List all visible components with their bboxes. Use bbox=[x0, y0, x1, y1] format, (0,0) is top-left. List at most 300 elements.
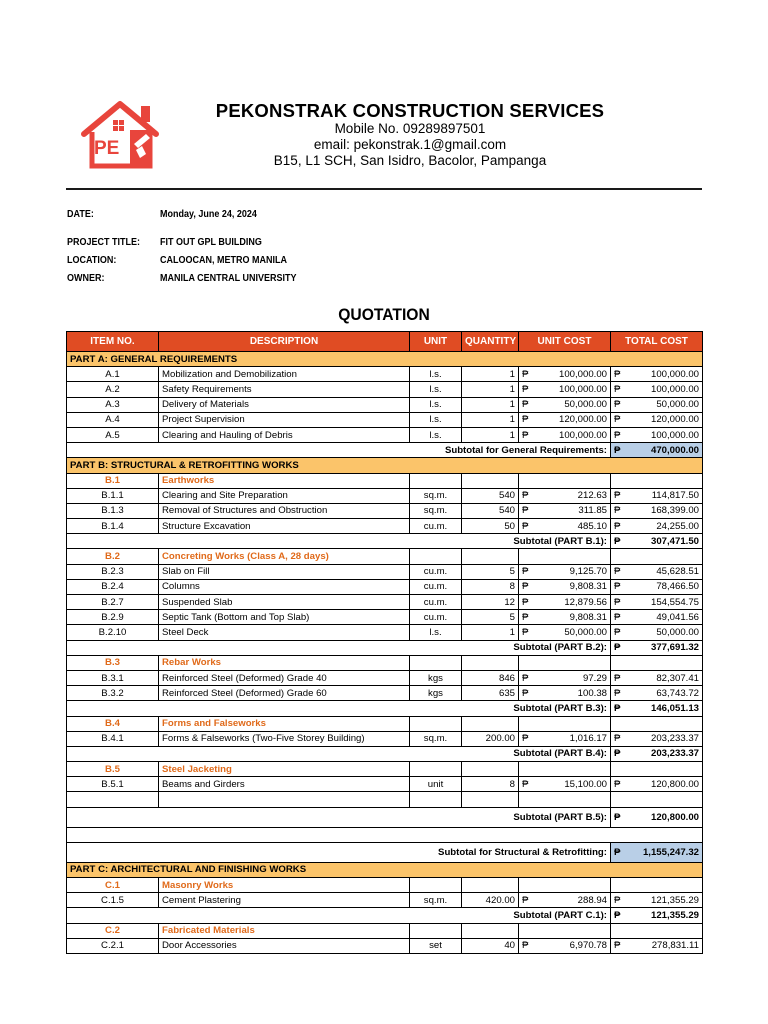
item-no: B.1.4 bbox=[67, 519, 159, 534]
currency-symbol: ₱ bbox=[614, 909, 621, 921]
company-logo bbox=[80, 100, 170, 170]
section-no: B.1 bbox=[67, 473, 159, 488]
currency-symbol: ₱ bbox=[522, 611, 529, 623]
currency-symbol: ₱ bbox=[522, 626, 529, 638]
section-title: Forms and Falseworks bbox=[159, 716, 410, 731]
subtotal-row bbox=[67, 640, 703, 655]
part-header-row bbox=[67, 862, 703, 877]
item-total-cost bbox=[611, 367, 703, 382]
item-no: B.1.1 bbox=[67, 488, 159, 503]
empty-cell bbox=[519, 549, 611, 564]
document-title: QUOTATION bbox=[338, 305, 430, 324]
subtotal-value: 377,691.32 bbox=[650, 642, 699, 654]
subtotal-label: Subtotal (PART B.5): bbox=[67, 807, 611, 827]
item-unit: sq.m. bbox=[410, 488, 462, 503]
section-row bbox=[67, 549, 703, 564]
currency-symbol: ₱ bbox=[522, 505, 529, 517]
currency-symbol: ₱ bbox=[614, 687, 621, 699]
item-total-cost bbox=[611, 670, 703, 685]
subtotal-label: Subtotal (PART C.1): bbox=[67, 908, 611, 923]
item-description: Project Supervision bbox=[159, 412, 410, 427]
empty-cell bbox=[462, 923, 519, 938]
total-cost-value: 45,628.51 bbox=[656, 566, 699, 578]
subtotal-value-cell bbox=[611, 640, 703, 655]
subtotal-value-cell bbox=[611, 534, 703, 549]
col-header-unit: UNIT bbox=[410, 332, 462, 352]
empty-row bbox=[67, 827, 703, 842]
empty-cell bbox=[410, 549, 462, 564]
unit-cost-value: 485.10 bbox=[577, 520, 607, 532]
unit-cost-value: 9,808.31 bbox=[569, 581, 607, 593]
unit-cost-value: 50,000.00 bbox=[564, 626, 607, 638]
item-quantity: 12 bbox=[462, 595, 519, 610]
total-cost-value: 121,355.29 bbox=[650, 894, 699, 906]
item-no: B.2.7 bbox=[67, 595, 159, 610]
item-unit-cost bbox=[519, 488, 611, 503]
section-no: B.3 bbox=[67, 655, 159, 670]
subtotal-value-cell bbox=[611, 746, 703, 761]
col-header-unit-cost: UNIT COST bbox=[519, 332, 611, 352]
empty-cell bbox=[67, 792, 159, 807]
total-cost-value: 100,000.00 bbox=[650, 368, 699, 380]
item-unit: cu.m. bbox=[410, 564, 462, 579]
subtotal-value: 307,471.50 bbox=[650, 535, 699, 547]
item-total-cost bbox=[611, 686, 703, 701]
empty-cell bbox=[410, 655, 462, 670]
currency-symbol: ₱ bbox=[522, 778, 529, 790]
currency-symbol: ₱ bbox=[522, 383, 529, 395]
item-no: B.2.9 bbox=[67, 610, 159, 625]
location-value: CALOOCAN, METRO MANILA bbox=[160, 255, 287, 266]
item-unit-cost bbox=[519, 503, 611, 518]
unit-cost-value: 12,879.56 bbox=[564, 596, 607, 608]
subtotal-label: Subtotal for General Requirements: bbox=[67, 443, 611, 458]
section-no: B.2 bbox=[67, 549, 159, 564]
item-unit: l.s. bbox=[410, 412, 462, 427]
item-description: Slab on Fill bbox=[159, 564, 410, 579]
item-no: A.3 bbox=[67, 397, 159, 412]
item-total-cost bbox=[611, 412, 703, 427]
item-quantity: 8 bbox=[462, 579, 519, 594]
empty-cell bbox=[410, 762, 462, 777]
table-row bbox=[67, 610, 703, 625]
item-unit-cost bbox=[519, 367, 611, 382]
item-unit: sq.m. bbox=[410, 731, 462, 746]
date-label: DATE: bbox=[67, 209, 94, 220]
subtotal-row bbox=[67, 701, 703, 716]
currency-symbol: ₱ bbox=[522, 596, 529, 608]
col-header-description: DESCRIPTION bbox=[159, 332, 410, 352]
section-row bbox=[67, 473, 703, 488]
empty-cell bbox=[519, 762, 611, 777]
table-row bbox=[67, 367, 703, 382]
currency-symbol: ₱ bbox=[614, 444, 621, 456]
empty-cell bbox=[519, 923, 611, 938]
currency-symbol: ₱ bbox=[522, 490, 529, 502]
total-cost-value: 203,233.37 bbox=[650, 733, 699, 745]
empty-cell bbox=[159, 792, 410, 807]
item-quantity: 50 bbox=[462, 519, 519, 534]
owner-value: MANILA CENTRAL UNIVERSITY bbox=[160, 273, 297, 284]
subtotal-value-cell bbox=[611, 807, 703, 827]
item-description: Reinforced Steel (Deformed) Grade 60 bbox=[159, 686, 410, 701]
unit-cost-value: 100,000.00 bbox=[558, 383, 607, 395]
item-description: Door Accessories bbox=[159, 938, 410, 953]
part-b-subtotal-label: Subtotal for Structural & Retrofitting: bbox=[67, 842, 611, 862]
part-header-row bbox=[67, 352, 703, 367]
item-unit-cost bbox=[519, 519, 611, 534]
section-row bbox=[67, 878, 703, 893]
item-quantity: 8 bbox=[462, 777, 519, 792]
unit-cost-value: 100.38 bbox=[577, 687, 607, 699]
currency-symbol: ₱ bbox=[614, 596, 621, 608]
item-no: C.2.1 bbox=[67, 938, 159, 953]
section-no: B.4 bbox=[67, 716, 159, 731]
item-unit-cost bbox=[519, 427, 611, 442]
table-row bbox=[67, 397, 703, 412]
currency-symbol: ₱ bbox=[522, 429, 529, 441]
empty-cell bbox=[611, 923, 703, 938]
currency-symbol: ₱ bbox=[614, 894, 621, 906]
part-b-title: PART B: STRUCTURAL & RETROFITTING WORKS bbox=[67, 458, 703, 473]
item-quantity: 1 bbox=[462, 382, 519, 397]
subtotal-value: 146,051.13 bbox=[650, 702, 699, 714]
item-quantity: 420.00 bbox=[462, 893, 519, 908]
item-description: Reinforced Steel (Deformed) Grade 40 bbox=[159, 670, 410, 685]
currency-symbol: ₱ bbox=[614, 811, 621, 823]
total-cost-value: 100,000.00 bbox=[650, 429, 699, 441]
subtotal-value-cell bbox=[611, 908, 703, 923]
item-quantity: 5 bbox=[462, 564, 519, 579]
currency-symbol: ₱ bbox=[522, 940, 529, 952]
section-title: Earthworks bbox=[159, 473, 410, 488]
item-total-cost bbox=[611, 625, 703, 640]
item-quantity: 1 bbox=[462, 412, 519, 427]
unit-cost-value: 15,100.00 bbox=[564, 778, 607, 790]
unit-cost-value: 50,000.00 bbox=[564, 399, 607, 411]
unit-cost-value: 100,000.00 bbox=[558, 429, 607, 441]
item-quantity: 1 bbox=[462, 427, 519, 442]
currency-symbol: ₱ bbox=[614, 748, 621, 760]
col-header-quantity: QUANTITY bbox=[462, 332, 519, 352]
subtotal-label: Subtotal (PART B.3): bbox=[67, 701, 611, 716]
currency-symbol: ₱ bbox=[614, 672, 621, 684]
item-unit: kgs bbox=[410, 686, 462, 701]
empty-cell bbox=[519, 473, 611, 488]
item-total-cost bbox=[611, 777, 703, 792]
currency-symbol: ₱ bbox=[614, 566, 621, 578]
item-unit: l.s. bbox=[410, 382, 462, 397]
currency-symbol: ₱ bbox=[614, 733, 621, 745]
currency-symbol: ₱ bbox=[614, 414, 621, 426]
item-unit: sq.m. bbox=[410, 893, 462, 908]
subtotal-value-cell bbox=[611, 443, 703, 458]
table-row bbox=[67, 412, 703, 427]
item-description: Structure Excavation bbox=[159, 519, 410, 534]
subtotal-label: Subtotal (PART B.4): bbox=[67, 746, 611, 761]
unit-cost-value: 311.85 bbox=[578, 505, 607, 517]
company-mobile: Mobile No. 09289897501 bbox=[334, 121, 486, 136]
total-cost-value: 82,307.41 bbox=[656, 672, 699, 684]
empty-cell bbox=[519, 792, 611, 807]
table-row bbox=[67, 893, 703, 908]
item-unit-cost bbox=[519, 579, 611, 594]
item-unit-cost bbox=[519, 595, 611, 610]
table-row bbox=[67, 382, 703, 397]
item-unit-cost bbox=[519, 610, 611, 625]
svg-text:PE: PE bbox=[94, 138, 120, 159]
table-row bbox=[67, 686, 703, 701]
item-unit-cost bbox=[519, 625, 611, 640]
currency-symbol: ₱ bbox=[614, 626, 621, 638]
item-unit-cost bbox=[519, 731, 611, 746]
company-address: B15, L1 SCH, San Isidro, Bacolor, Pampanga bbox=[273, 153, 547, 168]
item-description: Delivery of Materials bbox=[159, 397, 410, 412]
currency-symbol: ₱ bbox=[522, 368, 529, 380]
total-cost-value: 154,554.75 bbox=[650, 596, 699, 608]
item-total-cost bbox=[611, 519, 703, 534]
empty-cell bbox=[611, 549, 703, 564]
item-unit: l.s. bbox=[410, 625, 462, 640]
item-description: Clearing and Site Preparation bbox=[159, 488, 410, 503]
project-title-value: FIT OUT GPL BUILDING bbox=[160, 237, 262, 248]
empty-cell bbox=[410, 716, 462, 731]
total-cost-value: 50,000.00 bbox=[656, 626, 699, 638]
item-unit-cost bbox=[519, 893, 611, 908]
item-quantity: 635 bbox=[462, 686, 519, 701]
unit-cost-value: 288.94 bbox=[577, 894, 607, 906]
currency-symbol: ₱ bbox=[522, 520, 529, 532]
currency-symbol: ₱ bbox=[522, 414, 529, 426]
item-quantity: 846 bbox=[462, 670, 519, 685]
item-unit: cu.m. bbox=[410, 519, 462, 534]
section-title: Masonry Works bbox=[159, 878, 410, 893]
empty-cell bbox=[410, 473, 462, 488]
subtotal-row bbox=[67, 443, 703, 458]
empty-cell bbox=[519, 716, 611, 731]
currency-symbol: ₱ bbox=[522, 733, 529, 745]
section-no: C.1 bbox=[67, 878, 159, 893]
part-header-row bbox=[67, 458, 703, 473]
currency-symbol: ₱ bbox=[614, 399, 621, 411]
location-label: LOCATION: bbox=[67, 255, 117, 266]
subtotal-row bbox=[67, 908, 703, 923]
table-row bbox=[67, 488, 703, 503]
section-row bbox=[67, 762, 703, 777]
empty-cell bbox=[67, 827, 703, 842]
subtotal-label: Subtotal (PART B.1): bbox=[67, 534, 611, 549]
item-total-cost bbox=[611, 579, 703, 594]
currency-symbol: ₱ bbox=[614, 611, 621, 623]
item-unit-cost bbox=[519, 564, 611, 579]
part-a-title: PART A: GENERAL REQUIREMENTS bbox=[67, 352, 703, 367]
currency-symbol: ₱ bbox=[614, 535, 621, 547]
item-unit: l.s. bbox=[410, 367, 462, 382]
item-total-cost bbox=[611, 893, 703, 908]
unit-cost-value: 212.63 bbox=[577, 490, 607, 502]
item-unit-cost bbox=[519, 777, 611, 792]
item-quantity: 540 bbox=[462, 503, 519, 518]
total-cost-value: 78,466.50 bbox=[656, 581, 699, 593]
section-row bbox=[67, 923, 703, 938]
item-total-cost bbox=[611, 595, 703, 610]
item-no: B.3.1 bbox=[67, 670, 159, 685]
item-no: B.1.3 bbox=[67, 503, 159, 518]
owner-label: OWNER: bbox=[67, 273, 105, 284]
item-no: B.3.2 bbox=[67, 686, 159, 701]
item-unit-cost bbox=[519, 412, 611, 427]
item-description: Safety Requirements bbox=[159, 382, 410, 397]
company-name: PEKONSTRAK CONSTRUCTION SERVICES bbox=[215, 100, 605, 121]
item-description: Columns bbox=[159, 579, 410, 594]
currency-symbol: ₱ bbox=[614, 505, 621, 517]
item-unit: cu.m. bbox=[410, 595, 462, 610]
item-unit: cu.m. bbox=[410, 579, 462, 594]
total-cost-value: 168,399.00 bbox=[650, 505, 699, 517]
item-total-cost bbox=[611, 938, 703, 953]
item-description: Suspended Slab bbox=[159, 595, 410, 610]
unit-cost-value: 120,000.00 bbox=[558, 414, 607, 426]
currency-symbol: ₱ bbox=[522, 894, 529, 906]
item-unit-cost bbox=[519, 382, 611, 397]
empty-row bbox=[67, 792, 703, 807]
section-no: B.5 bbox=[67, 762, 159, 777]
item-unit: kgs bbox=[410, 670, 462, 685]
table-header-row bbox=[67, 332, 703, 352]
currency-symbol: ₱ bbox=[614, 581, 621, 593]
col-header-total-cost: TOTAL COST bbox=[611, 332, 703, 352]
currency-symbol: ₱ bbox=[522, 687, 529, 699]
subtotal-value-cell bbox=[611, 701, 703, 716]
currency-symbol: ₱ bbox=[614, 368, 621, 380]
item-quantity: 1 bbox=[462, 625, 519, 640]
empty-cell bbox=[462, 878, 519, 893]
currency-symbol: ₱ bbox=[522, 566, 529, 578]
date-value: Monday, June 24, 2024 bbox=[160, 209, 257, 220]
table-row bbox=[67, 625, 703, 640]
item-total-cost bbox=[611, 488, 703, 503]
item-total-cost bbox=[611, 397, 703, 412]
item-no: A.4 bbox=[67, 412, 159, 427]
subtotal-row bbox=[67, 534, 703, 549]
empty-cell bbox=[462, 655, 519, 670]
table-row bbox=[67, 731, 703, 746]
section-no: C.2 bbox=[67, 923, 159, 938]
currency-symbol: ₱ bbox=[614, 383, 621, 395]
col-header-item: ITEM NO. bbox=[67, 332, 159, 352]
item-unit-cost bbox=[519, 397, 611, 412]
item-quantity: 1 bbox=[462, 397, 519, 412]
unit-cost-value: 9,125.70 bbox=[569, 566, 607, 578]
empty-cell bbox=[462, 549, 519, 564]
empty-cell bbox=[462, 473, 519, 488]
empty-cell bbox=[611, 762, 703, 777]
section-title: Fabricated Materials bbox=[159, 923, 410, 938]
currency-symbol: ₱ bbox=[614, 846, 621, 858]
currency-symbol: ₱ bbox=[614, 702, 621, 714]
item-total-cost bbox=[611, 503, 703, 518]
empty-cell bbox=[519, 878, 611, 893]
item-no: A.2 bbox=[67, 382, 159, 397]
section-title: Concreting Works (Class A, 28 days) bbox=[159, 549, 410, 564]
unit-cost-value: 9,808.31 bbox=[569, 611, 607, 623]
item-total-cost bbox=[611, 382, 703, 397]
table-row bbox=[67, 670, 703, 685]
item-unit-cost bbox=[519, 938, 611, 953]
table-row bbox=[67, 427, 703, 442]
item-quantity: 1 bbox=[462, 367, 519, 382]
item-description: Septic Tank (Bottom and Top Slab) bbox=[159, 610, 410, 625]
item-no: B.4.1 bbox=[67, 731, 159, 746]
item-no: B.2.4 bbox=[67, 579, 159, 594]
total-cost-value: 278,831.11 bbox=[651, 940, 699, 952]
item-unit-cost bbox=[519, 686, 611, 701]
part-c-title: PART C: ARCHITECTURAL AND FINISHING WORKS bbox=[67, 862, 703, 877]
section-title: Rebar Works bbox=[159, 655, 410, 670]
item-no: A.5 bbox=[67, 427, 159, 442]
currency-symbol: ₱ bbox=[614, 520, 621, 532]
item-unit-cost bbox=[519, 670, 611, 685]
subtotal-value: 120,800.00 bbox=[650, 811, 699, 823]
empty-cell bbox=[611, 473, 703, 488]
table-row bbox=[67, 777, 703, 792]
empty-cell bbox=[611, 716, 703, 731]
header-divider bbox=[66, 188, 702, 190]
empty-cell bbox=[410, 923, 462, 938]
table-row bbox=[67, 595, 703, 610]
item-quantity: 40 bbox=[462, 938, 519, 953]
item-unit: unit bbox=[410, 777, 462, 792]
item-unit: l.s. bbox=[410, 397, 462, 412]
company-email: email: pekonstrak.1@gmail.com bbox=[313, 137, 507, 152]
project-title-label: PROJECT TITLE: bbox=[67, 237, 141, 248]
currency-symbol: ₱ bbox=[614, 642, 621, 654]
empty-cell bbox=[611, 655, 703, 670]
currency-symbol: ₱ bbox=[614, 940, 621, 952]
item-description: Forms & Falseworks (Two-Five Storey Building) bbox=[159, 731, 410, 746]
empty-cell bbox=[462, 762, 519, 777]
house-brush-logo-icon bbox=[80, 100, 170, 170]
empty-cell bbox=[462, 716, 519, 731]
quotation-table bbox=[66, 331, 703, 954]
total-cost-value: 63,743.72 bbox=[656, 687, 699, 699]
item-unit: set bbox=[410, 938, 462, 953]
part-b-subtotal-value: 1,155,247.32 bbox=[642, 846, 699, 858]
subtotal-row bbox=[67, 746, 703, 761]
part-b-subtotal-value-cell bbox=[611, 842, 703, 862]
subtotal-row bbox=[67, 807, 703, 827]
section-row bbox=[67, 716, 703, 731]
subtotal-label: Subtotal (PART B.2): bbox=[67, 640, 611, 655]
item-total-cost bbox=[611, 564, 703, 579]
subtotal-row bbox=[67, 842, 703, 862]
empty-cell bbox=[611, 878, 703, 893]
item-description: Mobilization and Demobilization bbox=[159, 367, 410, 382]
subtotal-value: 121,355.29 bbox=[650, 909, 699, 921]
item-total-cost bbox=[611, 610, 703, 625]
item-quantity: 5 bbox=[462, 610, 519, 625]
empty-cell bbox=[462, 792, 519, 807]
item-description: Clearing and Hauling of Debris bbox=[159, 427, 410, 442]
subtotal-value: 470,000.00 bbox=[650, 444, 699, 456]
total-cost-value: 120,800.00 bbox=[650, 778, 699, 790]
item-quantity: 540 bbox=[462, 488, 519, 503]
item-description: Removal of Structures and Obstruction bbox=[159, 503, 410, 518]
currency-symbol: ₱ bbox=[522, 672, 529, 684]
item-description: Steel Deck bbox=[159, 625, 410, 640]
unit-cost-value: 97.29 bbox=[582, 672, 607, 684]
unit-cost-value: 100,000.00 bbox=[558, 368, 607, 380]
